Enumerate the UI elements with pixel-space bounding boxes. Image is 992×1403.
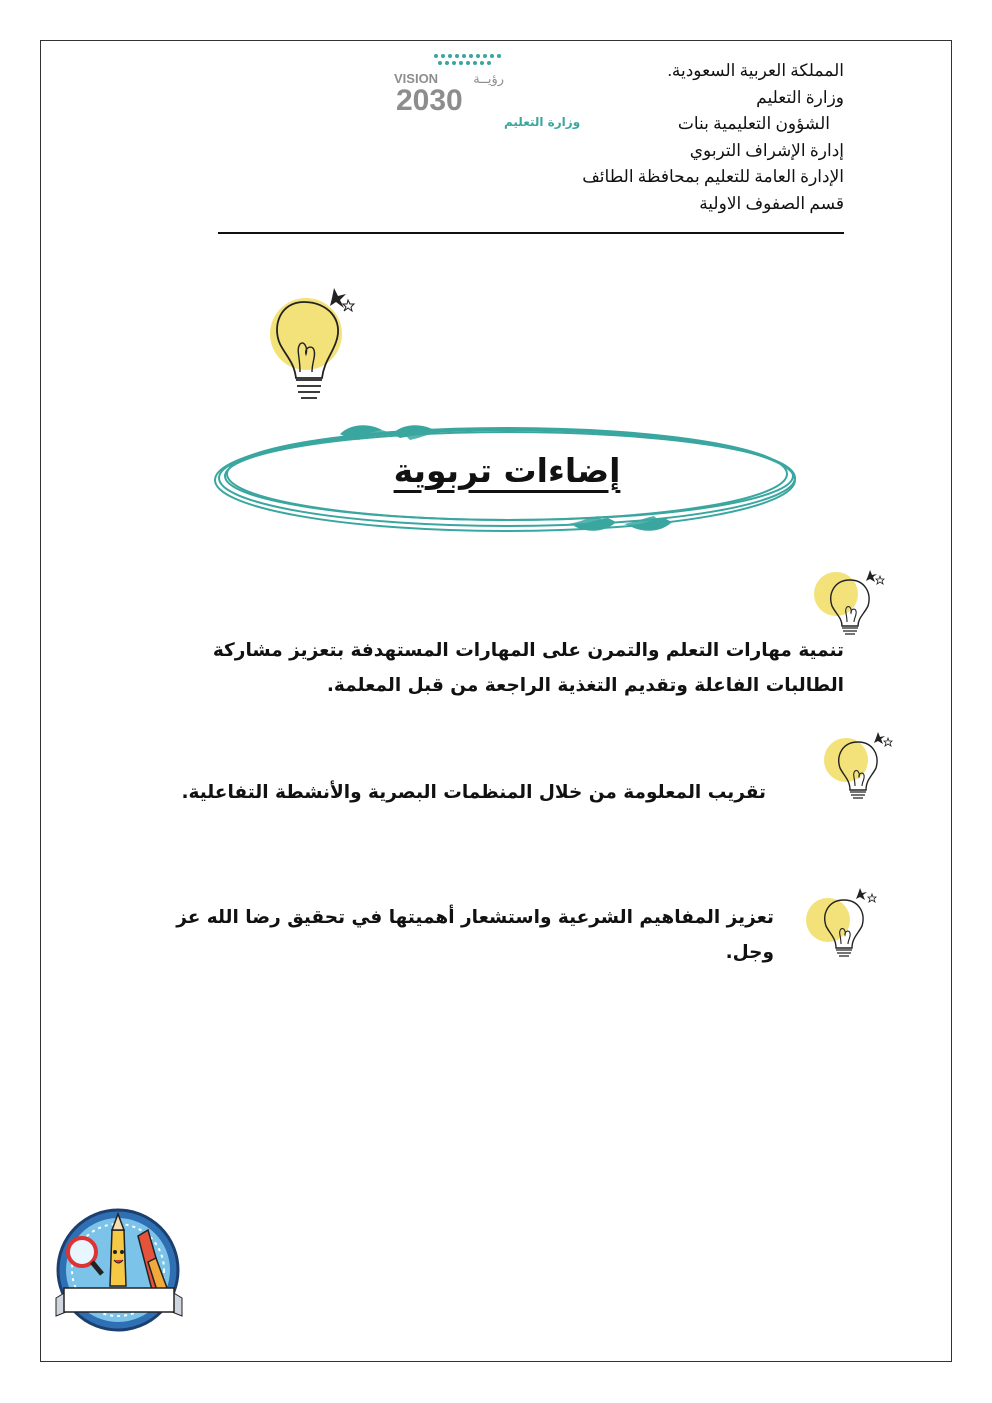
lightbulb-icon: [810, 568, 890, 638]
header-line-kingdom: المملكة العربية السعودية.: [667, 61, 844, 80]
list-item: [184, 633, 844, 703]
vision-arabic-label: رؤيــة: [473, 71, 504, 86]
header-line-affairs: الشؤون التعليمية بنات: [677, 114, 830, 133]
header-line-directorate: الإدارة العامة للتعليم بمحافظة الطائف: [582, 167, 844, 186]
ministry-header: [582, 58, 844, 217]
vision-2030-logo: [392, 50, 581, 130]
vision-year: 2030: [396, 84, 463, 117]
item-text-3: تعزيز المفاهيم الشرعية واستشعار أهميتها في تحقيق رضا الله عز وجل.: [176, 907, 774, 963]
ministry-logo-text: وزارة التعليم: [504, 115, 581, 129]
page-title: إضاءات تربوية: [393, 450, 621, 490]
header-line-ministry: وزارة التعليم: [756, 87, 844, 107]
lightbulb-icon: [824, 728, 896, 804]
list-item: [166, 775, 766, 810]
title-container: [212, 440, 802, 500]
lightbulb-icon: [804, 886, 884, 962]
item-text-1: تنمية مهارات التعلم والتمرن على المهارات المستهدفة بتعزيز مشاركة الطالبات الفاعلة وتقديم التغذية الراجعة من قبل المعلمة.: [212, 640, 844, 696]
list-item: [134, 900, 774, 970]
header-line-supervision: إدارة الإشراف التربوي: [689, 140, 844, 160]
vision-label: VISION: [394, 71, 439, 86]
school-supplies-badge: [52, 1200, 187, 1332]
header-line-department: قسم الصفوف الاولية: [699, 193, 844, 213]
item-text-2: تقريب المعلومة من خلال المنظمات البصرية والأنشطة التفاعلية.: [181, 782, 766, 803]
lightbulb-icon: [266, 282, 362, 412]
header-divider: [218, 232, 844, 234]
